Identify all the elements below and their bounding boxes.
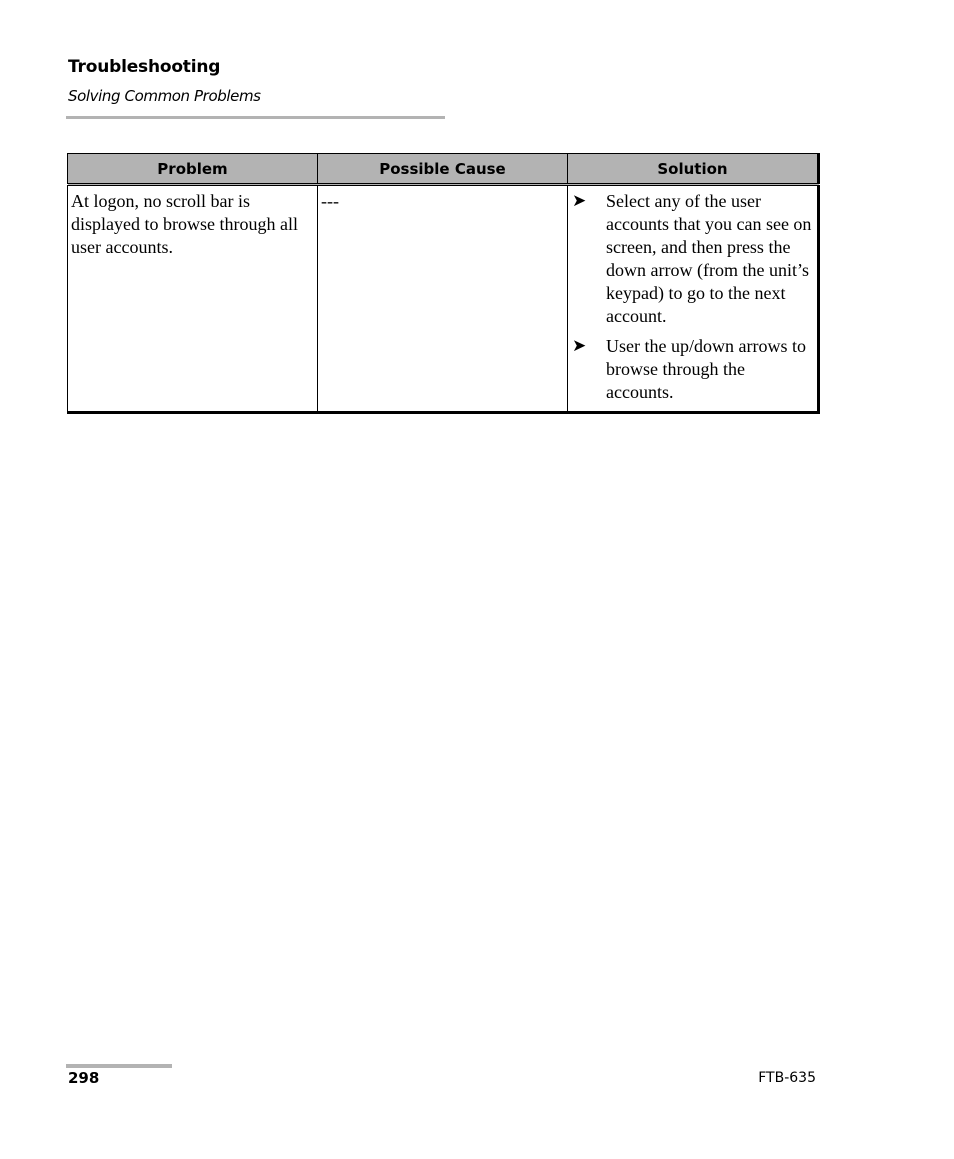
solution-text: User the up/down arrows to browse through the accounts. <box>606 336 806 402</box>
troubleshooting-table <box>67 153 820 414</box>
column-header-problem: Problem <box>68 154 318 185</box>
cause-cell: --- <box>318 185 568 413</box>
solution-cell <box>568 185 819 413</box>
section-subtitle: Solving Common Problems <box>68 87 261 105</box>
footer-divider <box>66 1064 172 1068</box>
list-item <box>571 190 813 328</box>
solution-text: Select any of the user accounts that you can see on screen, and then press the down arrow (from the unit’s keypad) to go to the next account. <box>606 191 812 326</box>
product-name: FTB-635 <box>758 1070 816 1086</box>
table-header-row <box>68 154 819 185</box>
header-divider <box>66 116 445 119</box>
column-header-solution: Solution <box>568 154 819 185</box>
list-item <box>571 335 813 404</box>
table-row <box>68 185 819 413</box>
solution-list <box>571 190 813 404</box>
arrow-bullet-icon: ➤ <box>572 336 587 356</box>
page-number: 298 <box>68 1069 100 1087</box>
column-header-possible-cause: Possible Cause <box>318 154 568 185</box>
section-title: Troubleshooting <box>68 57 221 77</box>
problem-cell: At logon, no scroll bar is displayed to browse through all user accounts. <box>68 185 318 413</box>
arrow-bullet-icon: ➤ <box>572 191 587 211</box>
